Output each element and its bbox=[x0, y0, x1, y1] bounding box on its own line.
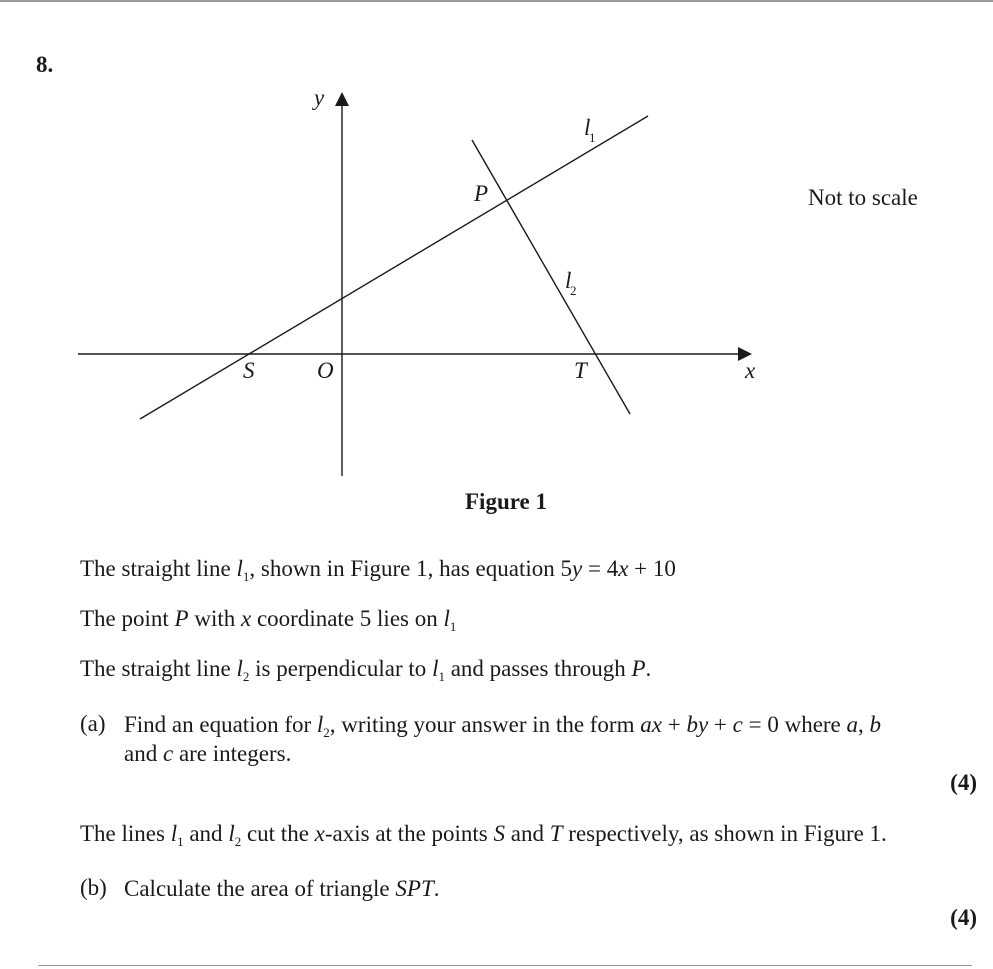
statement-point-p bbox=[80, 605, 456, 633]
var-l: l bbox=[236, 656, 243, 681]
statement-axis-intercepts bbox=[80, 820, 887, 848]
var-l: l bbox=[316, 712, 324, 737]
text-run: , writing your answer in the form bbox=[329, 712, 641, 737]
text-run: = 0 where bbox=[742, 712, 847, 737]
point-s-label: S bbox=[243, 358, 255, 383]
var-p: P bbox=[174, 606, 189, 631]
line-l2-label-subscript: 2 bbox=[570, 283, 577, 298]
part-a-marks: (4) bbox=[950, 770, 977, 795]
text-run: The straight line bbox=[80, 656, 237, 681]
text-run: -axis at the points bbox=[324, 821, 494, 846]
figure-caption: Figure 1 bbox=[465, 489, 547, 514]
text-run: coordinate 5 lies on bbox=[251, 606, 444, 631]
var-ax: ax bbox=[640, 712, 662, 737]
line-l2 bbox=[472, 140, 630, 414]
var-y: y bbox=[572, 556, 583, 581]
line-l1-label: l bbox=[584, 115, 591, 140]
text-run: with bbox=[188, 606, 241, 631]
part-a-label: (a) bbox=[80, 711, 106, 736]
var-by: by bbox=[686, 712, 709, 737]
text-run: Calculate the area of triangle bbox=[124, 876, 396, 901]
var-b: b bbox=[869, 712, 882, 737]
text-run: and passes through bbox=[444, 656, 632, 681]
subscript: 1 bbox=[177, 834, 184, 849]
line-l2-label: l bbox=[565, 268, 572, 293]
text-run: + 10 bbox=[628, 556, 676, 581]
subscript: 1 bbox=[449, 619, 457, 634]
var-s: S bbox=[493, 821, 506, 846]
text-run: Find an equation for bbox=[124, 712, 317, 737]
var-l: l bbox=[236, 556, 243, 581]
subscript: 1 bbox=[438, 669, 445, 684]
text-run: and bbox=[505, 821, 550, 846]
text-run: . bbox=[645, 656, 652, 681]
var-p: P bbox=[631, 656, 646, 681]
var-x: x bbox=[241, 606, 252, 631]
text-run: cut the bbox=[241, 821, 315, 846]
question-number: 8. bbox=[36, 52, 54, 77]
point-p-label: P bbox=[474, 181, 489, 206]
y-axis-arrowhead bbox=[335, 92, 349, 106]
text-run: The straight line bbox=[80, 556, 237, 581]
var-x: x bbox=[618, 556, 629, 581]
var-l: l bbox=[432, 656, 439, 681]
text-run: and bbox=[124, 741, 163, 766]
y-axis-label: y bbox=[314, 85, 325, 110]
var-l: l bbox=[443, 606, 450, 631]
part-b-label: (b) bbox=[80, 875, 107, 900]
subscript: 2 bbox=[234, 834, 242, 849]
text-run: . bbox=[433, 876, 440, 901]
var-spt: SPT bbox=[395, 876, 434, 901]
text-run: + bbox=[708, 712, 733, 737]
text-run: + bbox=[661, 712, 687, 737]
subscript: 2 bbox=[323, 725, 330, 740]
var-l: l bbox=[228, 821, 235, 846]
text-run: is perpendicular to bbox=[249, 656, 433, 681]
part-a-text bbox=[124, 710, 984, 768]
subscript: 1 bbox=[242, 569, 250, 584]
subscript: 2 bbox=[242, 669, 250, 684]
var-l: l bbox=[170, 821, 178, 846]
var-c: c bbox=[732, 712, 743, 737]
text-run: are integers. bbox=[173, 741, 292, 766]
text-run: respectively, as shown in Figure 1. bbox=[562, 821, 887, 846]
text-run: The point bbox=[80, 606, 175, 631]
line-l1 bbox=[140, 116, 648, 419]
statement-line-l2 bbox=[80, 655, 651, 683]
text-run: , bbox=[858, 712, 870, 737]
var-c: c bbox=[162, 741, 174, 766]
var-x: x bbox=[314, 821, 325, 846]
origin-label: O bbox=[317, 358, 334, 383]
part-b-text bbox=[124, 874, 984, 903]
x-axis-label: x bbox=[745, 358, 756, 383]
part-b-marks: (4) bbox=[950, 905, 977, 930]
text-run: , shown in Figure 1, has equation 5 bbox=[249, 556, 572, 581]
not-to-scale-note: Not to scale bbox=[808, 185, 918, 210]
var-t: T bbox=[549, 821, 563, 846]
text-run: and bbox=[183, 821, 229, 846]
point-t-label: T bbox=[574, 358, 587, 383]
text-run: The lines bbox=[80, 821, 171, 846]
text-run: = 4 bbox=[582, 556, 619, 581]
var-a: a bbox=[846, 712, 859, 737]
page-bottom-rule bbox=[38, 965, 972, 966]
statement-line-l1-equation bbox=[80, 555, 676, 583]
line-l1-label-subscript: 1 bbox=[589, 130, 596, 145]
